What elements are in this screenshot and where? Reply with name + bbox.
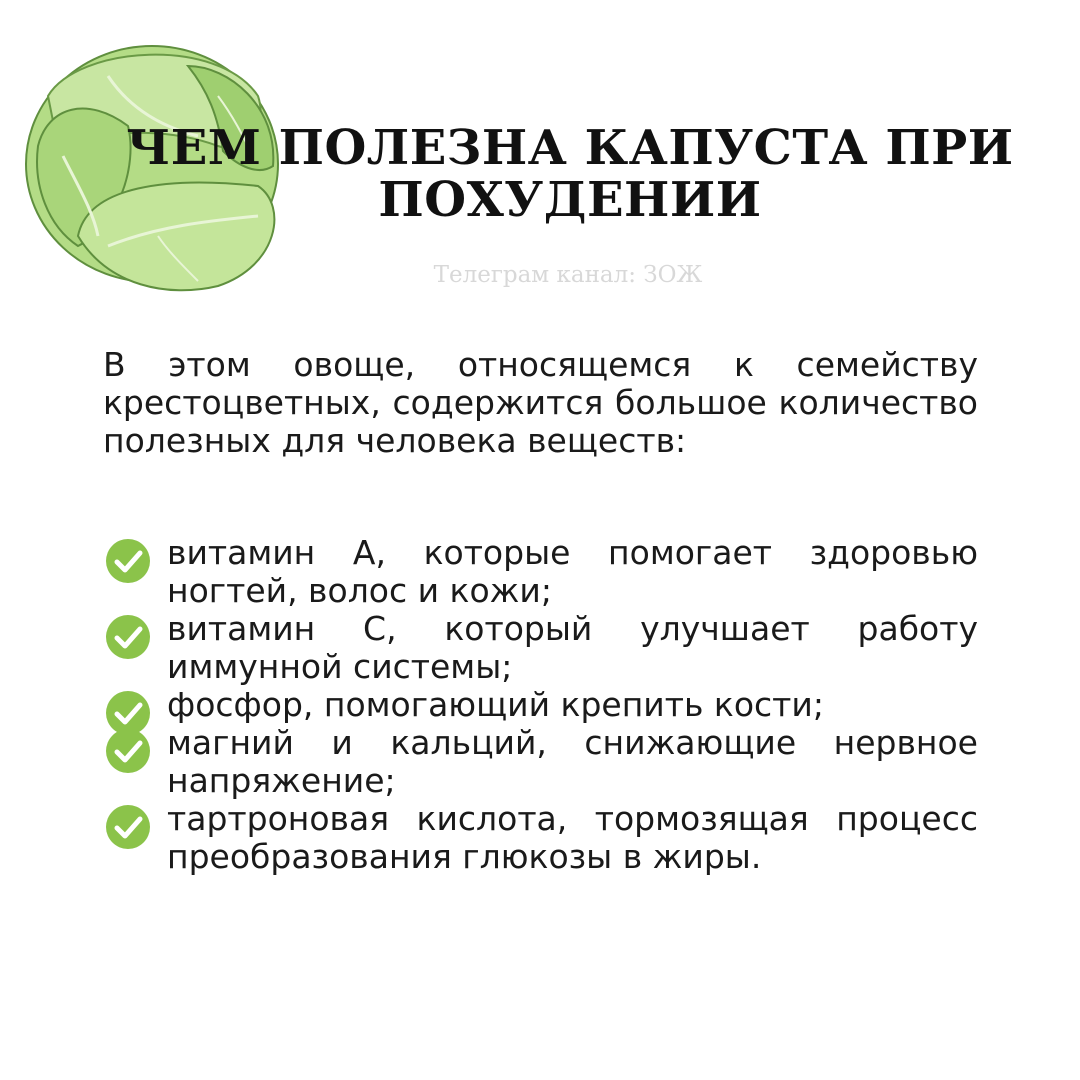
benefit-text: фосфор, помогающий крепить кости; (167, 685, 824, 724)
benefits-list (103, 534, 978, 876)
benefit-text: витамин С, который улучшает работу иммунной системы; (167, 609, 978, 686)
check-circle-icon (105, 804, 151, 850)
page-title: ЧЕМ ПОЛЕЗНА КАПУСТА ПРИ ПОХУДЕНИИ (126, 120, 1014, 228)
list-item (103, 534, 978, 610)
list-item (103, 686, 978, 724)
list-item (103, 800, 978, 876)
benefit-text: тартроновая кислота, тормозящая процесс преобразования глюкозы в жиры. (167, 799, 978, 876)
list-item (103, 724, 978, 800)
check-circle-icon (105, 538, 151, 584)
check-circle-icon (105, 614, 151, 660)
benefit-text: витамин А, которые помогает здоровью ногтей, волос и кожи; (167, 533, 978, 610)
channel-caption: Телеграм канал: ЗОЖ (433, 262, 703, 288)
benefit-text: магний и кальций, снижающие нервное напряжение; (167, 723, 978, 800)
check-circle-icon (105, 728, 151, 774)
intro-paragraph: В этом овоще, относящемся к семейству крестоцветных, содержится большое количество полезных для человека веществ: (103, 345, 978, 460)
list-item (103, 610, 978, 686)
